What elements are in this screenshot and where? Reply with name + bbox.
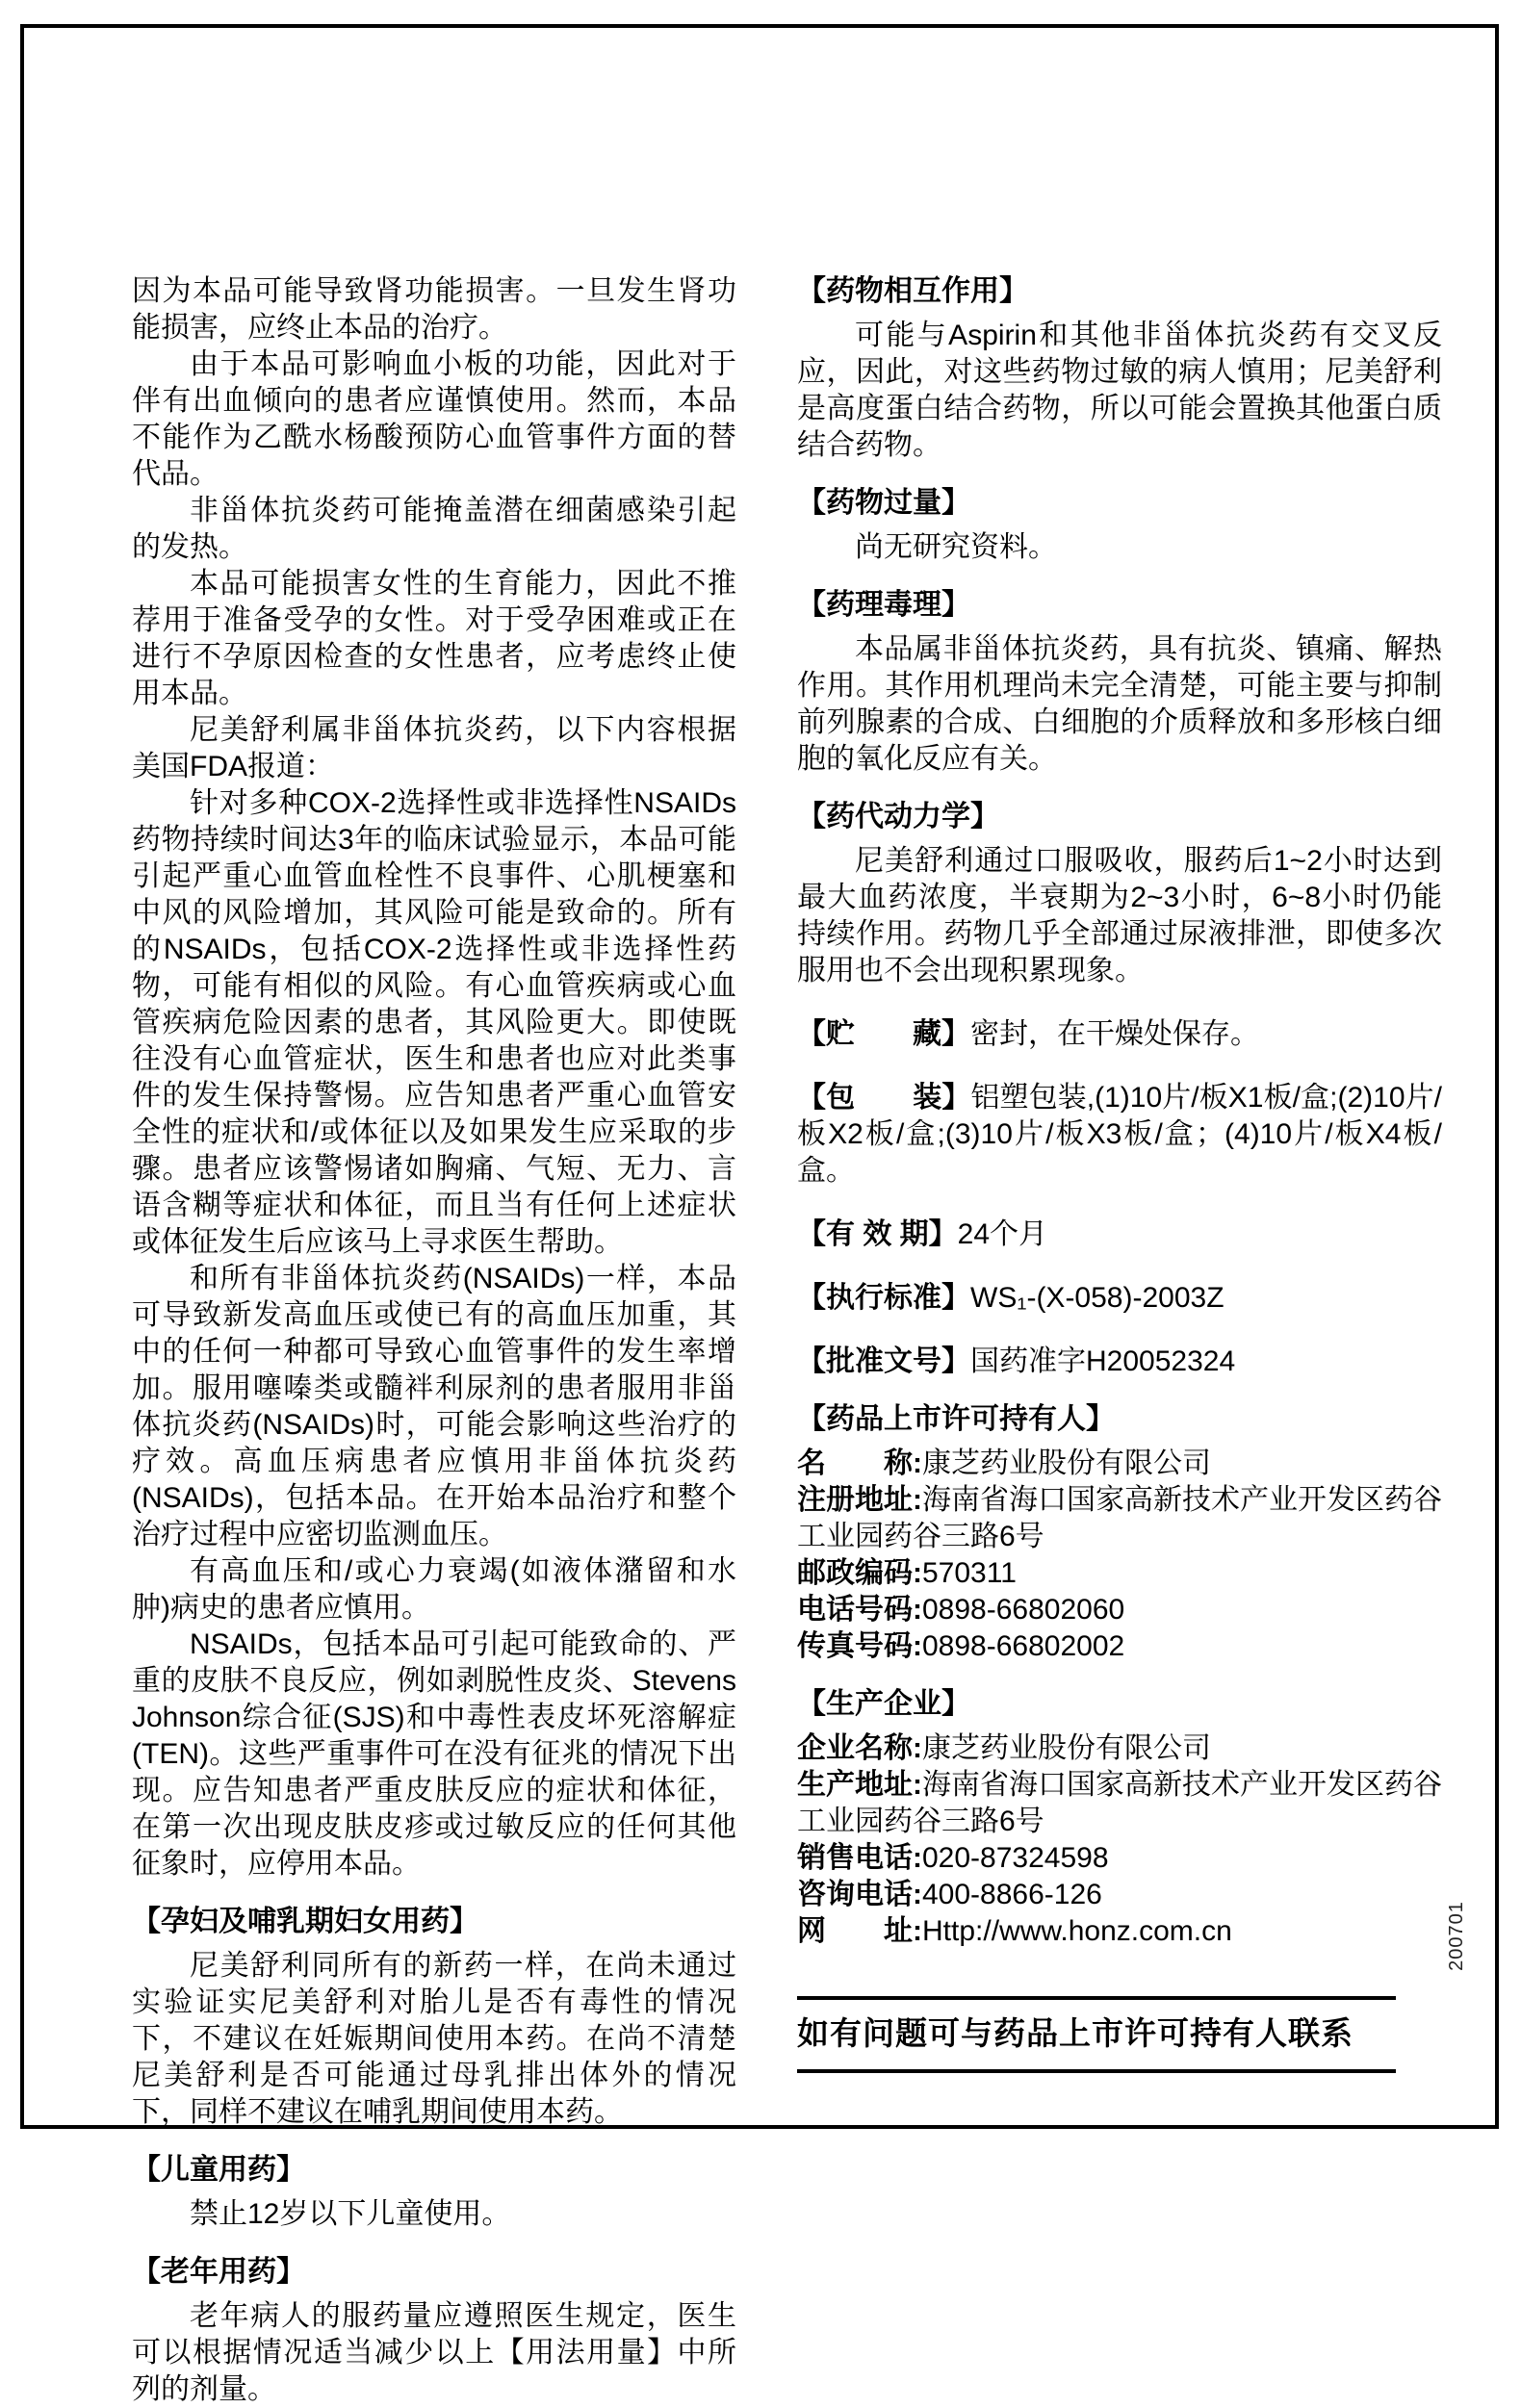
storage-entry (797, 1016, 1442, 1053)
field-value: 570311 (922, 1557, 1017, 1589)
field-value: 0898-66802002 (922, 1630, 1125, 1662)
holder-name-field (797, 1446, 1442, 1482)
page-border (20, 24, 1499, 2405)
print-code-text: 200701 (1445, 1900, 1467, 1971)
paragraph: NSAIDs，包括本品可引起可能致命的、严重的皮肤不良反应，例如剥脱性皮炎、Stevens Johnson综合征(SJS)和中毒性表皮坏死溶解症(TEN)。这些严重事件可在没有征兆的情况下出现。应告知患者严重皮肤反应的症状和体征，在第一次出现皮肤皮疹或过敏反应的任何其他征象时，应停用本品。 (132, 1628, 736, 1880)
approval-number-entry (797, 1344, 1442, 1380)
shelf-life-entry (797, 1217, 1442, 1253)
field-label: 咨询电话: (797, 1879, 922, 1910)
paragraph: 因为本品可能导致肾功能损害。一旦发生肾功能损害，应终止本品的治疗。 (132, 275, 736, 344)
print-code (1425, 1900, 1488, 1971)
field-label: 网 址: (797, 1915, 922, 1947)
section-heading-children: 【儿童用药】 (132, 2154, 305, 2186)
left-column (132, 273, 736, 2408)
holder-postcode-field (797, 1555, 1442, 1592)
holder-address-field (797, 1482, 1442, 1555)
paragraph: 本品可能损害女性的生育能力，因此不推荐用于准备受孕的女性。对于受孕困难或正在进行不孕原因检查的女性患者，应考虑终止使用本品。 (132, 568, 736, 709)
paragraph: 本品属非甾体抗炎药，具有抗炎、镇痛、解热作用。其作用机理尚未完全清楚，可能主要与抑制前列腺素的合成、白细胞的介质释放和多形核白细胞的氧化反应有关。 (797, 633, 1442, 775)
manufacturer-name-field (797, 1730, 1442, 1767)
field-value: 康芝药业股份有限公司 (922, 1732, 1211, 1764)
field-label: 传真号码: (797, 1630, 922, 1662)
field-value: 0898-66802060 (922, 1594, 1125, 1626)
section-heading-pregnancy: 【孕妇及哺乳期妇女用药】 (132, 1906, 478, 1937)
paragraph: 可能与Aspirin和其他非甾体抗炎药有交叉反应，因此，对这些药物过敏的病人慎用；尼美舒利是高度蛋白结合药物，所以可能会置换其他蛋白质结合药物。 (797, 320, 1442, 461)
field-label: 邮政编码: (797, 1557, 922, 1589)
standard-entry (797, 1280, 1442, 1317)
paragraph: 和所有非甾体抗炎药(NSAIDs)一样，本品可导致新发高血压或使已有的高血压加重，其中的任何一种都可导致心血管事件的发生率增加。服用噻嗪类或髓袢利尿剂的患者服用非甾体抗炎药(NSAIDs)时，可能会影响这些治疗的疗效。高血压病患者应慎用非甾体抗炎药(NSAIDs)，包括本品。在开始本品治疗和整个治疗过程中应密切监测血压。 (132, 1263, 736, 1550)
section-heading-overdose: 【药物过量】 (797, 487, 970, 519)
paragraph: 非甾体抗炎药可能掩盖潜在细菌感染引起的发热。 (132, 495, 736, 563)
holder-fax-field (797, 1628, 1442, 1665)
field-value: 海南省海口国家高新技术产业开发区药谷工业园药谷三路6号 (797, 1769, 1442, 1837)
sales-phone-field (797, 1840, 1442, 1877)
entry-label: 【批准文号】 (797, 1345, 970, 1377)
field-value: 400-8866-126 (922, 1879, 1102, 1910)
hotline-field (797, 1877, 1442, 1913)
entry-value: 24个月 (957, 1218, 1048, 1250)
section-heading-interactions: 【药物相互作用】 (797, 275, 1028, 307)
entry-value: WS₁-(X-058)-2003Z (970, 1282, 1225, 1314)
right-column (797, 273, 1442, 2408)
paragraph: 尼美舒利通过口服吸收，服药后1~2小时达到最大血药浓度，半衰期为2~3小时，6~8小时仍能持续作用。药物几乎全部通过尿液排泄，即使多次服用也不会出现积累现象。 (797, 845, 1442, 986)
manufacturer-address-field (797, 1767, 1442, 1840)
packaging-entry (797, 1080, 1442, 1190)
entry-value: 密封，在干燥处保存。 (970, 1018, 1259, 1050)
field-value: Http://www.honz.com.cn (922, 1915, 1232, 1947)
paragraph: 老年病人的服药量应遵照医生规定，医生可以根据情况适当减少以上【用法用量】中所列的剂量。 (132, 2300, 736, 2405)
section-heading-pharmacokinetics: 【药代动力学】 (797, 801, 999, 833)
paragraph: 尼美舒利同所有的新药一样，在尚未通过实验证实尼美舒利对胎儿是否有毒性的情况下，不建议在妊娠期间使用本药。在尚不清楚尼美舒利是否可能通过母乳排出体外的情况下，同样不建议在哺乳期间使用本药。 (132, 1950, 736, 2128)
website-field (797, 1913, 1442, 1950)
field-label: 企业名称: (797, 1732, 922, 1764)
entry-label: 【有 效 期】 (797, 1218, 958, 1250)
field-label: 销售电话: (797, 1842, 922, 1874)
section-heading-elderly: 【老年用药】 (132, 2256, 305, 2288)
entry-label: 【执行标准】 (797, 1282, 970, 1314)
paragraph: 尼美舒利属非甾体抗炎药，以下内容根据美国FDA报道： (132, 714, 736, 782)
paragraph: 有高血压和/或心力衰竭(如液体潴留和水肿)病史的患者应慎用。 (132, 1555, 736, 1624)
field-value: 020-87324598 (922, 1842, 1109, 1874)
field-label: 电话号码: (797, 1594, 922, 1626)
entry-value: 铝塑包装,(1)10片/板X1板/盒;(2)10片/板X2板/盒;(3)10片/板X3板/盒；(4)10片/板X4板/盒。 (797, 1082, 1442, 1187)
section-heading-license-holder: 【药品上市许可持有人】 (797, 1403, 1115, 1435)
paragraph: 由于本品可影响血小板的功能，因此对于伴有出血倾向的患者应谨慎使用。然而，本品不能作为乙酰水杨酸预防心血管事件方面的替代品。 (132, 348, 736, 490)
field-label: 生产地址: (797, 1769, 922, 1801)
contact-banner: 如有问题可与药品上市许可持有人联系 (797, 1996, 1396, 2073)
field-value: 康芝药业股份有限公司 (922, 1447, 1211, 1479)
paragraph: 针对多种COX-2选择性或非选择性NSAIDs药物持续时间达3年的临床试验显示，本品可能引起严重心血管血栓性不良事件、心肌梗塞和中风的风险增加，其风险可能是致命的。所有的NSAIDs，包括COX-2选择性或非选择性药物，可能有相似的风险。有心血管疾病或心血管疾病危险因素的患者，其风险更大。即使既往没有心血管症状，医生和患者也应对此类事件的发生保持警惕。应告知患者严重心血管安全性的症状和/或体征以及如果发生应采取的步骤。患者应该警惕诸如胸痛、气短、无力、言语含糊等症状和体征，而且当有任何上述症状或体征发生后应该马上寻求医生帮助。 (132, 787, 736, 1258)
entry-value: 国药准字H20052324 (970, 1345, 1236, 1377)
insert-content (132, 273, 1445, 2408)
field-value: 海南省海口国家高新技术产业开发区药谷工业园药谷三路6号 (797, 1484, 1442, 1552)
entry-label: 【包 装】 (797, 1082, 971, 1114)
holder-phone-field (797, 1592, 1442, 1628)
entry-label: 【贮 藏】 (797, 1018, 970, 1050)
paragraph: 禁止12岁以下儿童使用。 (190, 2198, 511, 2230)
paragraph: 尚无研究资料。 (855, 531, 1057, 563)
field-label: 名 称: (797, 1447, 922, 1479)
section-heading-pharmacology: 【药理毒理】 (797, 589, 970, 621)
section-heading-manufacturer: 【生产企业】 (797, 1688, 970, 1720)
field-label: 注册地址: (797, 1484, 922, 1516)
